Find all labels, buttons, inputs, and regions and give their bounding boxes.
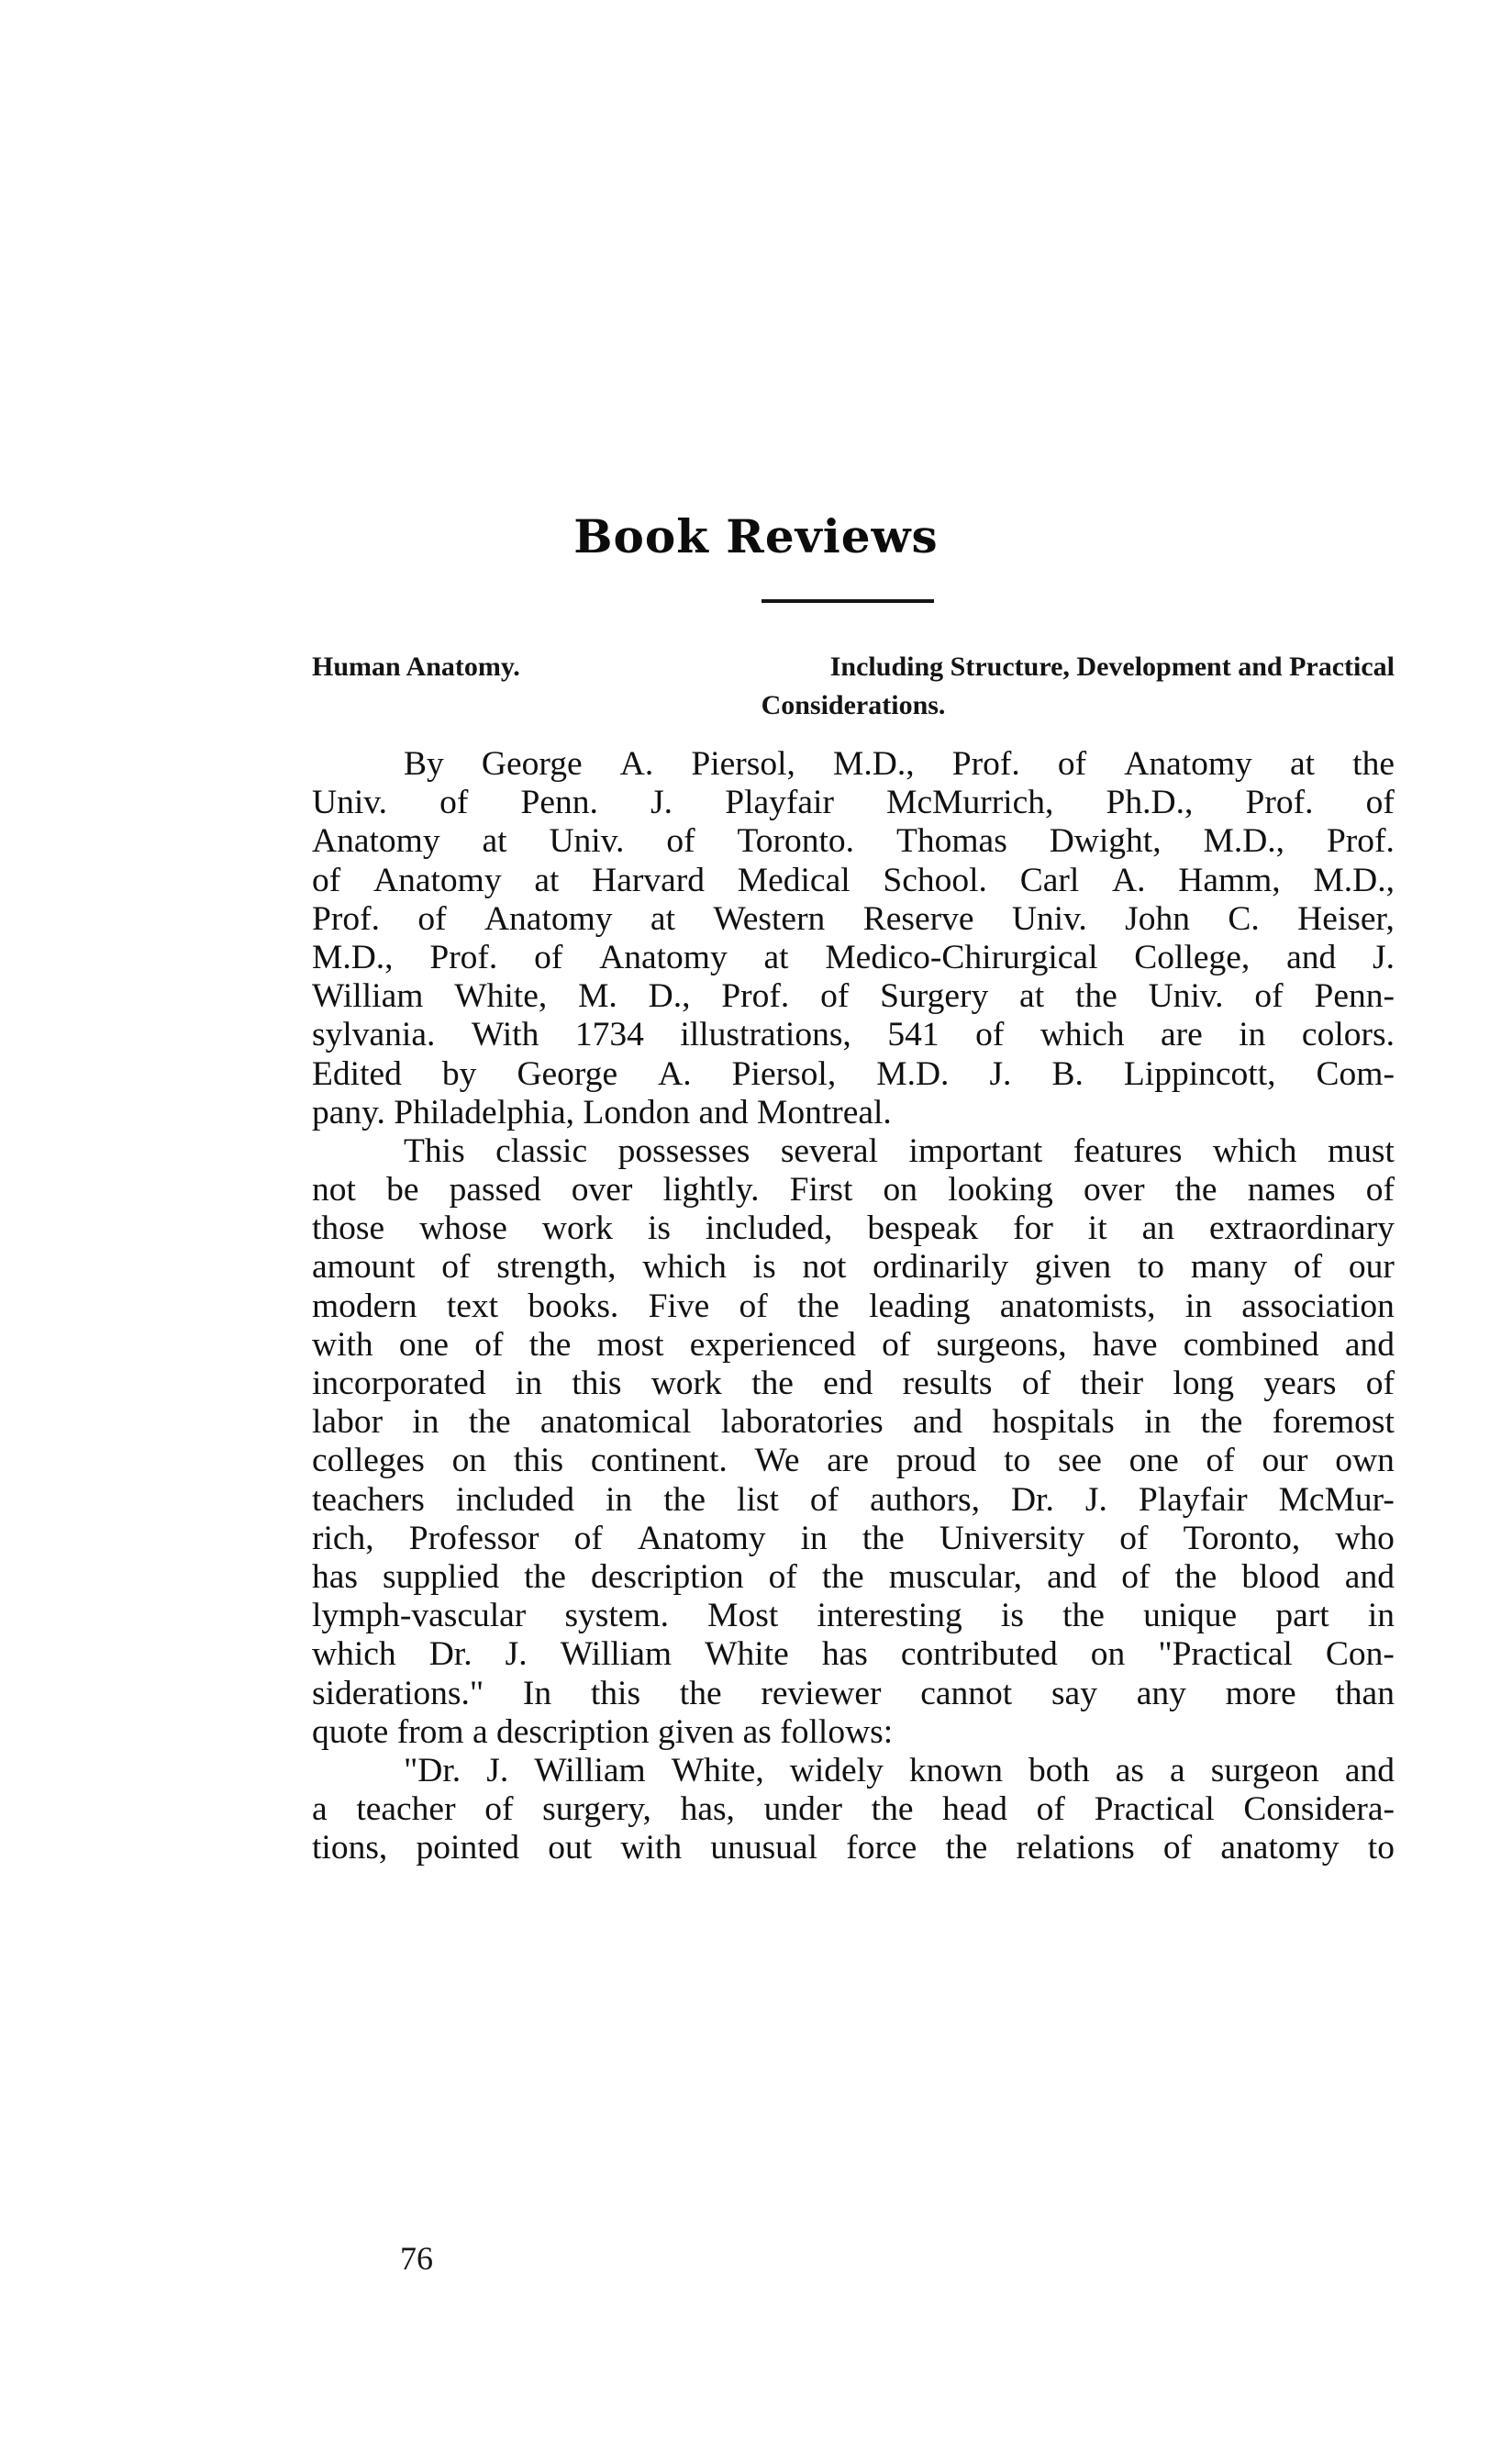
text-line: a teacher of surgery, has, under the head of Practical Considera- (312, 1790, 1395, 1829)
text-line: amount of strength, which is not ordinarily given to many of our (312, 1248, 1395, 1287)
text-line: Edited by George A. Piersol, M.D. J. B. Lippincott, Com- (312, 1054, 1395, 1093)
text-line: labor in the anatomical laboratories and hospitals in the foremost (312, 1403, 1395, 1442)
text-line: siderations." In this the reviewer cannot say any more than (312, 1674, 1395, 1712)
text-line: Anatomy at Univ. of Toronto. Thomas Dwight, M.D., Prof. (312, 822, 1395, 861)
text-line: with one of the most experienced of surgeons, have combined and (312, 1325, 1395, 1364)
text-line: colleges on this continent. We are proud to see one of our own (312, 1442, 1395, 1480)
text-line: rich, Professor of Anatomy in the University of Toronto, who (312, 1519, 1395, 1557)
review-body (312, 745, 1395, 1867)
book-title: Human Anatomy. (312, 652, 520, 682)
text-line: incorporated in this work the end results of their long years of (312, 1365, 1395, 1402)
book-heading-line-1 (312, 648, 1395, 686)
book-heading (312, 648, 1395, 725)
text-line: modern text books. Five of the leading anatomists, in association (312, 1287, 1395, 1325)
text-line: sylvania. With 1734 illustrations, 541 of which are in colors. (312, 1016, 1395, 1054)
text-line: pany. Philadelphia, London and Montreal. (312, 1093, 892, 1131)
text-line: This classic possesses several important features which must (404, 1131, 1395, 1170)
text-line: M.D., Prof. of Anatomy at Medico-Chirurgical College, and J. (312, 938, 1395, 976)
text-line: those whose work is included, bespeak for it an extraordinary (312, 1209, 1395, 1248)
page-number: 76 (400, 2240, 433, 2277)
text-line: not be passed over lightly. First on looking over the names of (312, 1171, 1395, 1209)
text-line: William White, M. D., Prof. of Surgery at the Univ. of Penn- (312, 977, 1395, 1016)
book-subtitle: Including Structure, Development and Practical (829, 652, 1395, 682)
text-line: lymph-vascular system. Most interesting is the unique part in (312, 1597, 1395, 1635)
text-line: which Dr. J. William White has contributed on "Practical Con- (312, 1635, 1395, 1674)
text-line: Prof. of Anatomy at Western Reserve Univ. John C. Heiser, (312, 899, 1395, 938)
text-line: "Dr. J. William White, widely known both as a surgeon and (404, 1751, 1395, 1789)
section-title: Book Reviews (573, 509, 939, 563)
book-heading-line-2: Considerations. (761, 690, 946, 720)
text-line: Univ. of Penn. J. Playfair McMurrich, Ph.D., Prof. of (312, 784, 1395, 822)
text-line: teachers included in the list of authors, Dr. J. Playfair McMur- (312, 1480, 1395, 1519)
text-line: quote from a description given as follows: (312, 1712, 894, 1751)
text-line: has supplied the description of the muscular, and of the blood and (312, 1557, 1395, 1596)
text-line: of Anatomy at Harvard Medical School. Carl A. Hamm, M.D., (312, 861, 1395, 899)
text-line: tions, pointed out with unusual force the relations of anatomy to (312, 1829, 1395, 1867)
text-line: By George A. Piersol, M.D., Prof. of Anatomy at the (404, 745, 1395, 783)
title-rule (762, 599, 934, 603)
